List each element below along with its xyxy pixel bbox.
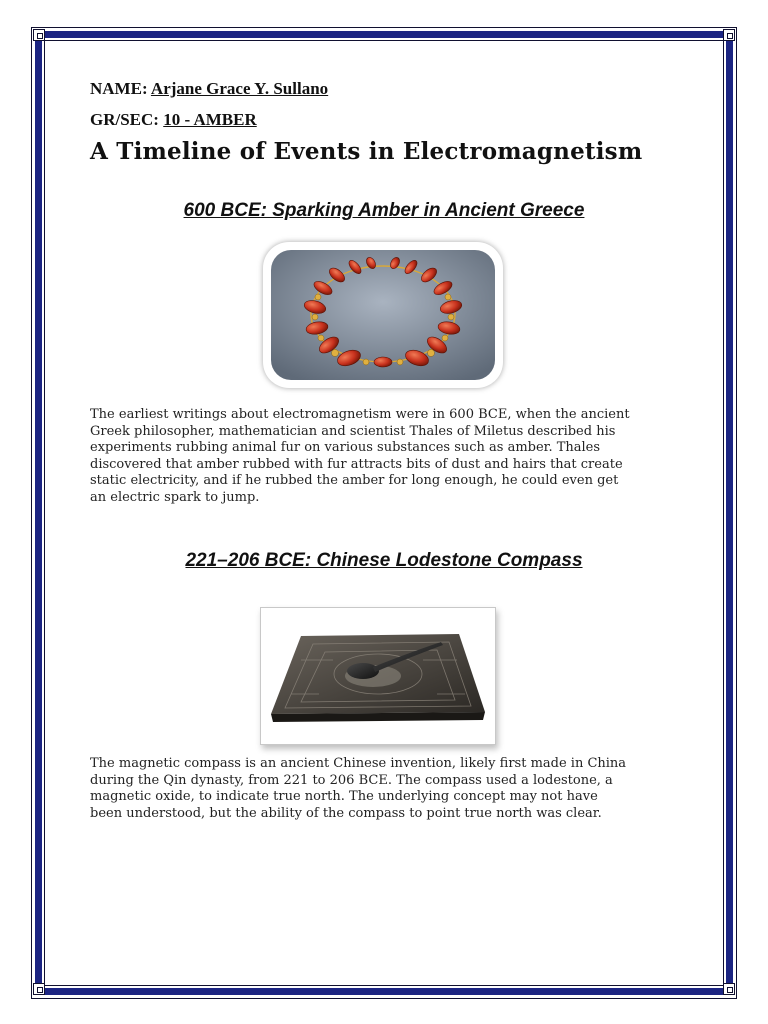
page-border-inner — [44, 40, 724, 986]
name-line — [90, 79, 328, 99]
border-corner-ornament — [723, 983, 735, 995]
amber-necklace-photo — [263, 242, 503, 388]
name-label: NAME: — [90, 79, 148, 98]
lodestone-compass-photo — [260, 607, 496, 745]
border-corner-ornament — [723, 29, 735, 41]
section-heading-compass: 221–206 BCE: Chinese Lodestone Compass — [185, 550, 583, 571]
amber-paragraph: The earliest writings about electromagnetism were in 600 BCE, when the ancient Greek philosopher, mathematician and scientist Thales of Miletus described his experiments rubbing animal fur on various substances such as amber. Thales discovered that amber rubbed with fur attracts bits of dust and hairs that create static electricity, and if he rubbed the amber for long enough, he could even get an electric spark to jump. — [90, 407, 630, 505]
student-name: Arjane Grace Y. Sullano — [150, 79, 329, 98]
section-heading-amber: 600 BCE: Sparking Amber in Ancient Greece — [183, 200, 585, 221]
page-title: A Timeline of Events in Electromagnetism — [90, 138, 643, 165]
border-corner-ornament — [33, 983, 45, 995]
compass-paragraph: The magnetic compass is an ancient Chinese invention, likely first made in China during the Qin dynasty, from 221 to 206 BCE. The compass used a lodestone, a magnetic oxide, to indicate true north. The underlying concept may not have been understood, but the ability of the compass to point true north was clear. — [90, 756, 627, 821]
grade-section: 10 - AMBER — [163, 110, 257, 129]
border-corner-ornament — [33, 29, 45, 41]
section-line — [90, 110, 257, 130]
section-label: GR/SEC: — [90, 110, 159, 129]
